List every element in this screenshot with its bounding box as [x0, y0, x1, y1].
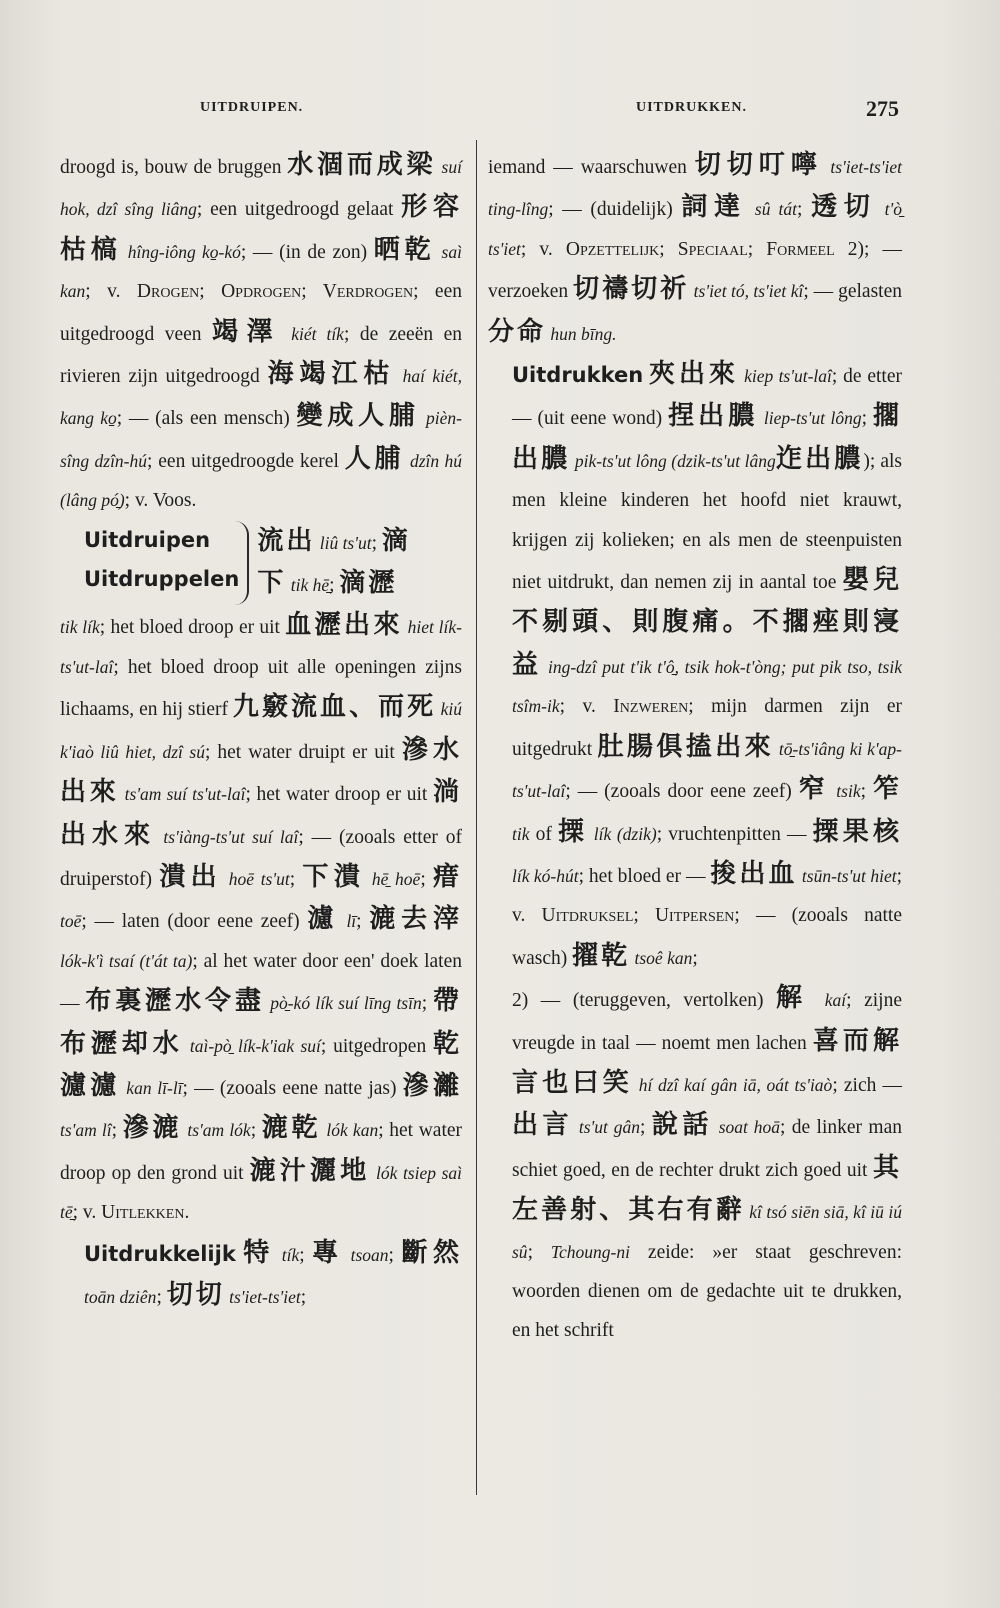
cross-reference: Inzweren	[613, 696, 689, 718]
text: ; zijne vreugde in taal — noemt men lachen	[512, 990, 902, 1054]
romanization: hiet lík-ts'ut-laî	[60, 617, 462, 677]
romanization: tik	[512, 823, 530, 844]
romanization: pik-ts'ut lông (dzik-ts'ut lâng	[570, 450, 776, 471]
text: ;	[356, 911, 370, 933]
chinese-characters: 肚腸俱搕出來	[597, 731, 775, 761]
romanization: lík (dzik)	[588, 823, 657, 844]
romanization: dzîn hú (lâng pó̱)	[60, 450, 462, 511]
romanization: ts'am suí ts'ut-laî	[119, 784, 246, 805]
entry-continuation	[488, 145, 902, 354]
chinese-characters: 九竅流血、而死	[232, 692, 437, 722]
chinese-characters: 血瀝出來	[285, 610, 403, 640]
headword: Uitdrukkelijk	[84, 1241, 236, 1266]
text: ;	[421, 993, 433, 1015]
text: ; het water droop op den grond uit	[60, 1120, 463, 1184]
text: ; mijn darmen zijn er uitgedrukt	[512, 696, 902, 760]
chinese-characters: 解	[776, 983, 813, 1013]
text: ; een uitgedroogde kerel	[147, 450, 345, 472]
chinese-characters: 斷然	[401, 1237, 462, 1267]
chinese-characters: 濾	[307, 904, 340, 934]
brace-definitions: 流出 liû ts'ut; 滴 下 tik hē̱; 滴瀝	[257, 525, 411, 598]
romanization: suí hok, dzî sîng liâng	[60, 157, 462, 220]
romanization: lók-k'ì tsaí (t'át ta)	[60, 950, 193, 971]
romanization: lík kó-hút	[512, 865, 579, 886]
text: ; de linker man schiet goed, en de rechter drukt zich goed uit	[512, 1117, 902, 1181]
romanization: kiú k'iaò liû hiet, dzî sú	[60, 699, 462, 762]
chinese-characters: 滴瀝	[339, 568, 398, 598]
text: ; v.	[512, 865, 902, 927]
text: ;	[156, 1286, 167, 1308]
cross-reference: Uitdruksel; Uitpersen	[541, 905, 735, 927]
romanization: taì-pò̱ lík-k'iak suí	[183, 1035, 321, 1056]
romanization: tsūn-ts'ut hiet	[797, 865, 897, 886]
chinese-characters: 瘄	[432, 861, 462, 891]
chinese-characters: 切切叮嚀	[694, 150, 823, 179]
romanization: Tchoung-ni	[550, 1241, 630, 1262]
romanization: tik hē̱	[286, 575, 330, 596]
text: zeide: »er staat geschreven: woorden dienen om de gedachte uit te drukken, en het schrift	[512, 1241, 902, 1342]
text: ;	[299, 1244, 313, 1266]
text: ;	[420, 868, 433, 890]
text: ; — (in de zon)	[240, 241, 374, 263]
romanization: t'ò̱ ts'iet	[488, 199, 903, 259]
text: ; v.	[520, 238, 566, 260]
romanization: hun bīng.	[546, 323, 617, 344]
text: ; de etter — (uit eene wond)	[512, 366, 902, 430]
column-divider	[476, 140, 477, 1495]
chinese-characters: 漉去滓	[369, 904, 462, 934]
right-column	[488, 145, 902, 1351]
romanization: saì kan	[60, 241, 462, 302]
chinese-characters: 晒乾	[373, 234, 436, 264]
text: ;	[640, 1117, 652, 1139]
romanization: sû tát	[746, 199, 798, 220]
entry-continuation	[60, 145, 462, 521]
sense-2	[488, 978, 902, 1351]
left-column	[60, 145, 462, 1317]
chinese-characters: 漉乾	[261, 1113, 322, 1143]
cross-reference: Opzettelijk; Speciaal; Formeel	[565, 238, 835, 260]
romanization: toān dziên	[84, 1286, 157, 1307]
chinese-characters: 擱出膿	[512, 401, 902, 473]
text: ; v. Voos.	[124, 490, 197, 512]
romanization: hoē ts'ut	[221, 868, 290, 889]
chinese-characters: 分命	[488, 316, 547, 346]
romanization: soat hoā	[712, 1117, 780, 1138]
chinese-characters: 流出	[257, 525, 316, 555]
romanization: hîng-iông ko̱-kó	[121, 241, 241, 262]
chinese-characters: 其左善射、其右有辭	[512, 1152, 902, 1225]
chinese-characters: 下潰	[302, 861, 366, 891]
chinese-characters: 捘出血	[710, 858, 798, 888]
text: ; uitgedropen	[320, 1035, 433, 1057]
chinese-characters: 喜而解言也曰笑	[512, 1025, 902, 1097]
chinese-characters: 潰出	[159, 861, 222, 891]
chinese-characters: 搮果核	[812, 816, 902, 846]
romanization: tsoê kan	[630, 947, 693, 968]
text: ; v.	[72, 1202, 102, 1224]
romanization: ts'am lók	[182, 1120, 251, 1141]
chinese-characters: 專	[312, 1237, 344, 1267]
text: ;	[692, 947, 698, 969]
text: ;	[289, 868, 303, 890]
cross-reference: Drogen; Opdrogen; Verdrogen	[136, 281, 414, 303]
text: ; — (zooals eene natte jas)	[182, 1077, 403, 1099]
romanization: ts'iet-ts'iet ting-lîng	[488, 157, 902, 220]
text: ; de zeeën en rivieren zijn uitgedroogd	[60, 323, 462, 388]
romanization: lók kan	[321, 1120, 379, 1141]
text: ; — (als een mensch)	[116, 408, 297, 430]
romanization: pò̱-kó lík suí līng tsīn	[264, 993, 422, 1014]
entry-uitdruipen	[60, 521, 462, 606]
text: ; — laten (door eene zeef)	[81, 911, 308, 933]
romanization: tík	[274, 1244, 300, 1265]
text: ; het bloed er —	[578, 865, 711, 887]
chinese-characters: 搮	[557, 816, 589, 846]
romanization: kiét tík	[281, 323, 344, 344]
chinese-characters: 捏出膿	[668, 401, 759, 431]
text: ;	[861, 408, 873, 430]
text: ; — (zooals door eene zeef)	[565, 781, 799, 803]
chinese-characters: 迮出膿	[775, 443, 864, 473]
chinese-characters: 人脯	[344, 443, 405, 473]
text: ; al het water door een' doek laten —	[60, 950, 462, 1015]
romanization: ts'iet-ts'iet	[224, 1286, 301, 1307]
chinese-characters: 帶布瀝却水	[60, 986, 462, 1058]
page-number: 275	[866, 96, 899, 121]
text: of	[529, 823, 558, 845]
romanization: liû ts'ut	[315, 532, 372, 553]
chinese-characters: 切禱切祈	[573, 274, 690, 304]
entry-body	[60, 605, 462, 1232]
chinese-characters: 嬰兒不剔頭、則腹痛。不擱痤則寖益	[512, 565, 902, 679]
text: ); als men kleine kinderen het hoofd niet krauwt, krijgen zij kolieken; en als men de steenpuisten niet uitdrukt, dan nemen zij in aantal toe	[512, 450, 902, 594]
romanization: lī	[339, 911, 357, 932]
chinese-characters: 形容枯槁	[60, 192, 462, 264]
text: ; — (zooals natte wasch)	[512, 905, 903, 969]
running-head-right: UITDRUKKEN.	[636, 100, 747, 115]
chinese-characters: 竭澤	[212, 316, 282, 346]
text: droogd is, bouw de bruggen	[60, 157, 288, 178]
headword: Uitdrukken	[512, 363, 644, 388]
chinese-characters: 變成人脯	[296, 401, 420, 431]
romanization: liep-ts'ut lông	[758, 408, 862, 429]
cross-reference: Uitlekken.	[101, 1202, 190, 1224]
text: ; vruchtenpitten —	[656, 823, 813, 845]
chinese-characters: 漉汁灑地	[249, 1155, 371, 1185]
romanization: tō̱-ts'iâng ki k'ap-ts'ut-laî	[512, 738, 902, 802]
romanization: kaí	[812, 990, 847, 1011]
chinese-characters: 滲灕	[402, 1070, 462, 1100]
romanization: kî tsó siēn siā, kî iū iú sû	[512, 1202, 902, 1262]
headword: Uitdruipen	[84, 527, 211, 552]
romanization: kan lī-lī	[120, 1077, 183, 1098]
romanization: ts'iet tó, ts'iet kî	[689, 281, 804, 302]
text: iemand — waarschuwen	[488, 157, 695, 178]
chinese-characters: 擢乾	[572, 940, 631, 970]
chinese-characters: 下	[257, 568, 287, 598]
text: ; v.	[559, 696, 614, 718]
text: ;	[300, 1286, 307, 1308]
entry-uitdrukkelijk	[60, 1233, 462, 1318]
text: ; een uitgedroogd veen	[60, 281, 462, 345]
romanization: ts'iàng-ts'ut suí laî	[156, 826, 299, 847]
text: ; — gelasten	[803, 281, 902, 303]
headword-group	[60, 521, 249, 606]
text: ; een uitgedroogd gelaat	[196, 199, 402, 221]
text: ; — (zooals etter of druiperstof)	[60, 826, 462, 890]
romanization: haí kiét, kang ko̱	[60, 366, 462, 429]
text: ;	[111, 1120, 123, 1142]
chinese-characters: 窄	[798, 774, 830, 804]
text: 2); — verzoeken	[488, 238, 902, 303]
chinese-characters: 出言	[512, 1110, 573, 1140]
running-head-left: UITDRUIPEN.	[200, 100, 304, 115]
text: ; v.	[85, 281, 137, 303]
chinese-characters: 淌出水來	[60, 777, 462, 849]
text: ;	[860, 781, 873, 803]
chinese-characters: 切切	[166, 1279, 225, 1309]
chinese-characters: 特	[243, 1237, 275, 1267]
chinese-characters: 海竭江枯	[267, 359, 396, 389]
text: ; zich —	[832, 1074, 902, 1096]
text: ;	[388, 1244, 402, 1266]
romanization: tsik	[829, 781, 861, 802]
text: ; het bloed droop uit alle openingen zijns lichaams, en hij stierf	[60, 656, 462, 721]
entry-uitdrukken	[488, 354, 902, 978]
headword: Uitdruppelen	[84, 567, 240, 592]
chinese-characters: 詞達	[681, 192, 747, 222]
romanization: ts'ut gân	[573, 1117, 641, 1138]
romanization: tsoan	[343, 1244, 389, 1265]
chinese-characters: 滲水出來	[60, 734, 462, 807]
text: ; — (duidelijk)	[548, 199, 682, 221]
chinese-characters: 滲漉	[122, 1113, 183, 1143]
romanization: tik lík	[60, 617, 100, 638]
text: ; het bloed droop er uit	[99, 617, 286, 639]
text: ;	[797, 199, 812, 221]
chinese-characters: 水涸而成梁	[287, 150, 437, 179]
chinese-characters: 透切	[811, 192, 877, 222]
romanization: pièn-sîng dzîn-hú	[60, 408, 462, 471]
romanization: lók tsiep saì tē̱	[60, 1162, 462, 1223]
romanization: hí dzî kaí gân iā, oát ts'iaò	[633, 1074, 833, 1095]
text: ;	[250, 1120, 262, 1142]
chinese-characters: 笮	[872, 774, 902, 804]
romanization: ts'am lî	[60, 1120, 112, 1141]
text: ; het water druipt er uit	[204, 741, 402, 763]
romanization: kiep ts'ut-laî	[738, 366, 832, 387]
romanization: toē	[60, 911, 82, 932]
chinese-characters: 說話	[651, 1110, 713, 1140]
chinese-characters: 夾出來	[649, 359, 739, 389]
text: ;	[527, 1241, 551, 1263]
text: 2) — (teruggeven, vertolken)	[512, 990, 777, 1012]
romanization: hē̱ hoē	[365, 868, 421, 889]
chinese-characters: 布裏瀝水令盡	[85, 986, 265, 1016]
chinese-characters: 乾濾濾	[60, 1028, 462, 1100]
romanization: ing-dzî put t'ik t'ô̱, tsik hok-t'òng; put pik tso, tsik tsîm-ik	[512, 656, 902, 717]
text: ; het water droop er uit	[245, 784, 433, 806]
chinese-characters: 滴	[381, 525, 411, 555]
